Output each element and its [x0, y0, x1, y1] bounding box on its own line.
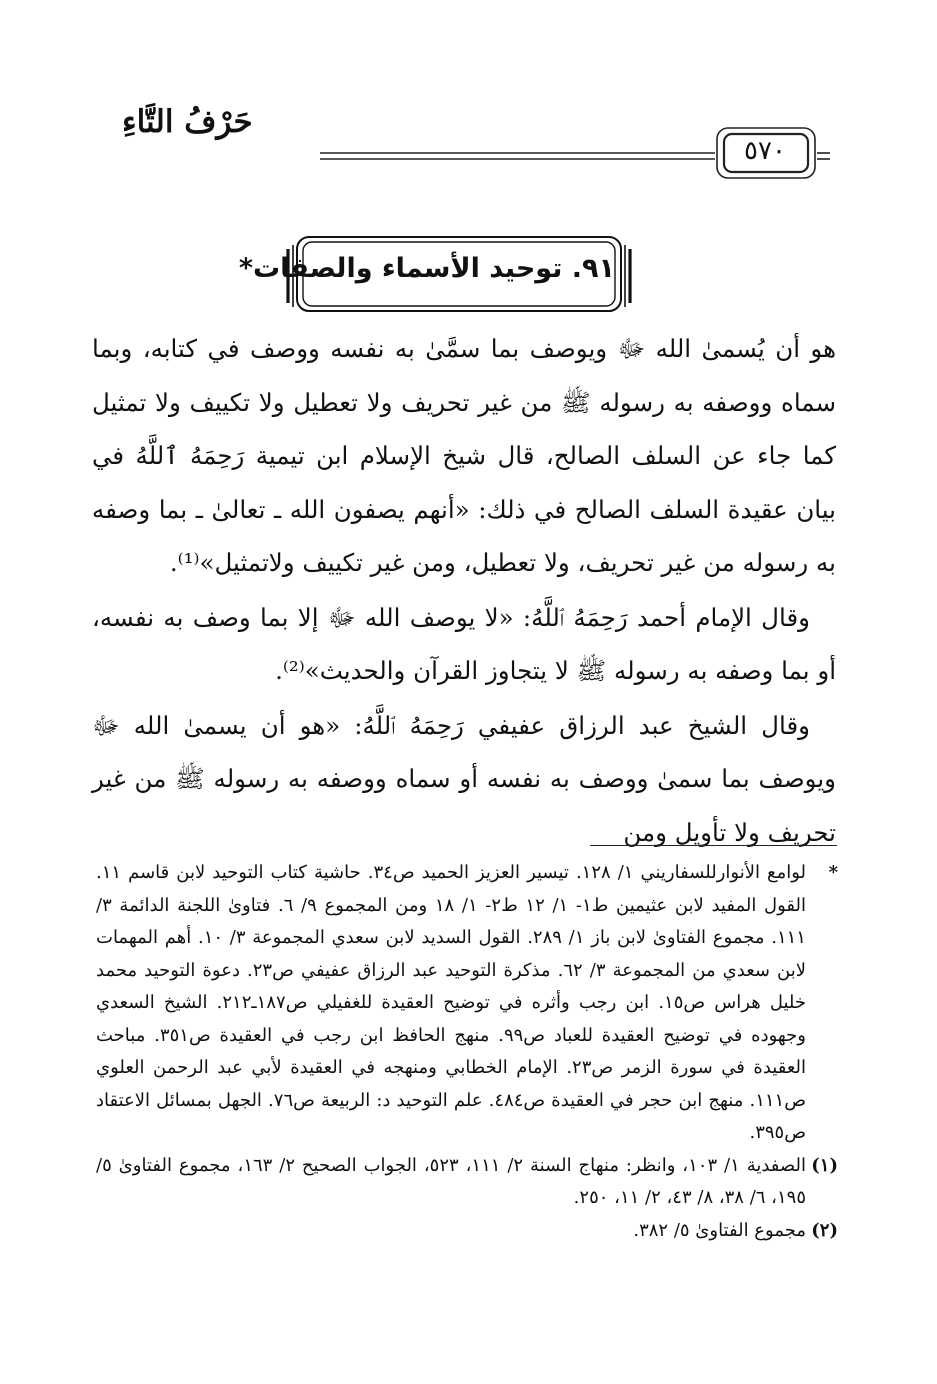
entry-title-box: [238, 229, 633, 322]
entry-title: ٩١. توحيد الأسماء والصفات*: [238, 253, 615, 284]
footnote-2: [96, 1215, 838, 1248]
footnote-marker: (١): [811, 1154, 838, 1176]
footnote-1: [96, 1150, 838, 1215]
footnote-marker: (٢): [811, 1219, 838, 1241]
page-number: ٥٧٠: [744, 136, 786, 166]
footnote-text: مجموع الفتاوىٰ ٥/ ٣٨٢.: [633, 1219, 806, 1241]
footnote-text: لوامع الأنوارللسفاريني ١/ ١٢٨. تيسير العزيز الحميد ص٣٤. حاشية كتاب التوحيد لابن قاسم ١١. القول المفيد لابن عثيمين ط١- ١/ ١٢ ط٢- ١/ ١٨ ومن المجموع ٩/ ٦. فتاوىٰ اللجنة الدائمة ٣/ ١١١. مجموع الفتاوىٰ لابن باز ١/ ٢٨٩. القول السديد لابن سعدي المجموعة ٣/ ١٠. أهم المهمات لابن سعدي من المجموعة ٣/ ٦٢. مذكرة التوحيد عبد الرزاق عفيفي ص٢٣. دعوة التوحيد محمد خليل هراس ص١٥. ابن رجب وأثره في توضيح العقيدة للغفيلي ص١٨٧ـ٢١٢. الشيخ السعدي وجهوده في توضيح العقيدة للعباد ص٩٩. منهج الحافظ ابن رجب في العقيدة ص٣٥١. مباحث العقيدة في سورة الزمر ص٢٣. الإمام الخطابي ومنهجه في العقيدة لأبي عبد الرحمن العلوي ص١١١. منهج ابن حجر في العقيدة ص٤٨٤. علم التوحيد د: الربيعة ص٧٦. الجهل بمسائل الاعتقاد ص٣٩٥.: [96, 862, 807, 1143]
footnotes: [96, 857, 838, 1247]
footnote-separator: [590, 845, 837, 846]
footnote-marker: *: [828, 862, 838, 883]
body-paragraph: وقال الشيخ عبد الرزاق عفيفي رَحِمَهُ ٱللَّهُ: «هو أن يسمىٰ الله ﷻ ويوصف بما سمىٰ ووصف به نفسه أو سماه ووصفه به رسوله ﷺ من غير تحريف ولا تأويل ومن: [92, 710, 836, 847]
page-header-rule: [320, 122, 842, 198]
running-title: حَرْفُ التَّاءِ: [122, 104, 253, 140]
body-paragraph: وقال الإمام أحمد رَحِمَهُ ٱللَّهُ: «لا يوصف الله ﷻ إلا بما وصف به نفسه، أو بما وصفه به رسوله ﷺ لا يتجاوز القرآن والحديث»⁽²⁾.: [92, 602, 836, 685]
body-text: [92, 322, 836, 860]
body-paragraph: هو أن يُسمىٰ الله ﷻ ويوصف بما سمَّىٰ به نفسه ووصف في كتابه، وبما سماه ووصفه به رسوله ﷺ من غير تحريف ولا تعطيل ولا تكييف ولا تمثيل كما جاء عن السلف الصالح، قال شيخ الإسلام ابن تيمية رَحِمَهُ ٱللَّهُ في بيان عقيدة السلف الصالح في ذلك: «أنهم يصفون الله ـ تعالىٰ ـ بما وصفه به رسوله من غير تحريف، ولا تعطيل، ومن غير تكييف ولاتمثيل»⁽¹⁾.: [92, 334, 836, 577]
footnote-text: الصفدية ١/ ١٠٣، وانظر: منهاج السنة ٢/ ١١١، ٥٢٣، الجواب الصحيح ٢/ ١٦٣، مجموع الفتاوىٰ ٥/ ١٩٥، ٦/ ٣٨، ٨/ ٤٣، ٢/ ١١، ٢٥٠.: [96, 1154, 807, 1208]
footnote-sources: [96, 857, 838, 1150]
